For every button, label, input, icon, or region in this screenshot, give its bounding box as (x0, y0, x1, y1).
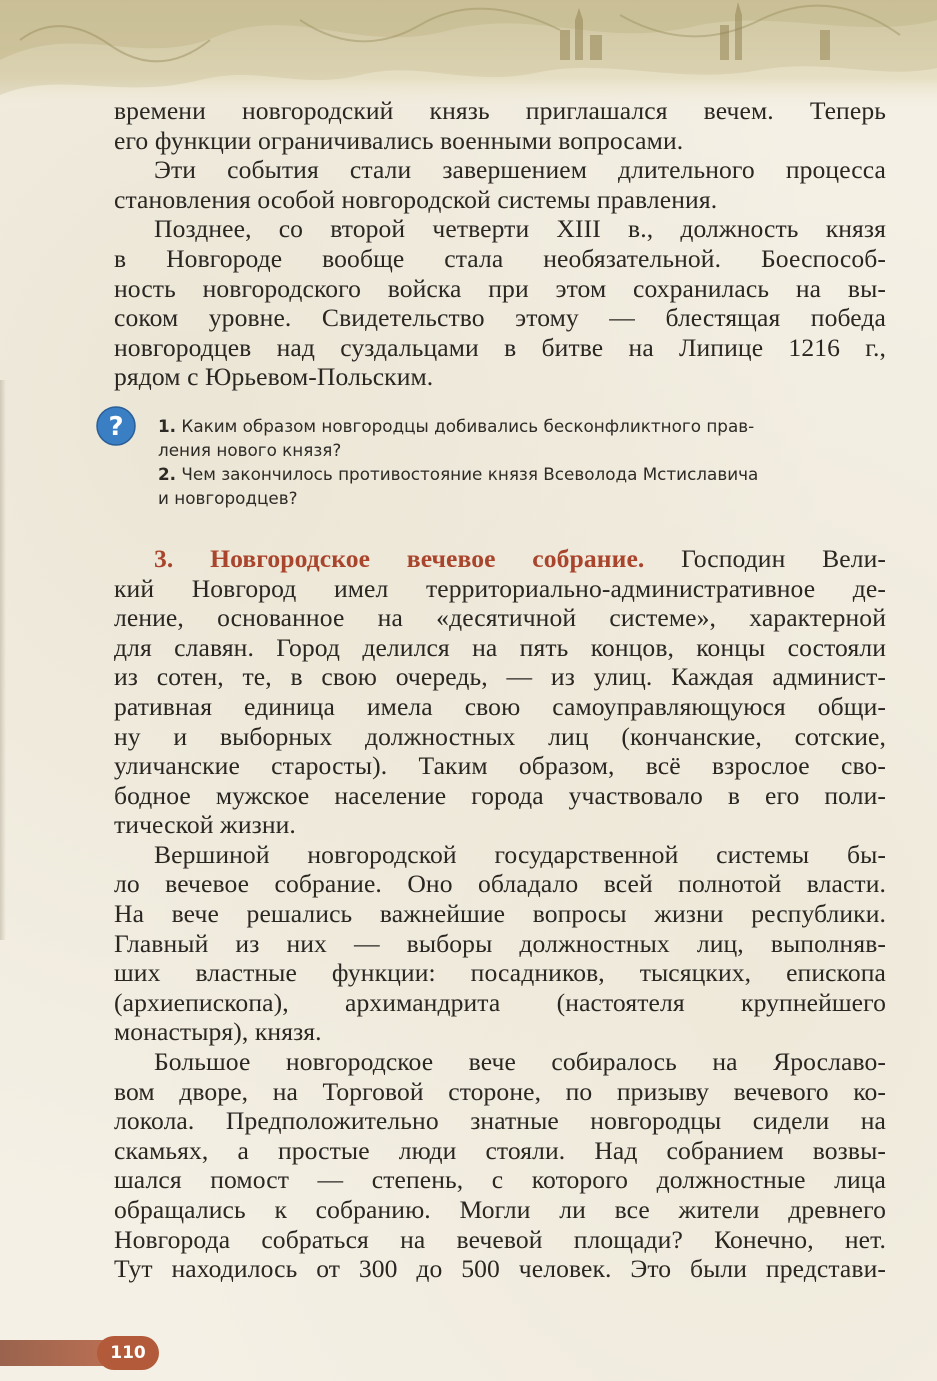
review-questions (108, 411, 886, 510)
text-line: для славян. Город делился на пять концов, концы состояли (114, 632, 886, 662)
text-line: ло вечевое собрание. Оно обладало всей полнотой власти. (114, 869, 886, 899)
text-line: уличанские старосты). Таким образом, всё взрослое сво- (114, 751, 886, 781)
svg-text:?: ? (108, 411, 124, 442)
text-line: монастыря), князя. (114, 1017, 322, 1047)
text-line: скамьях, а простые люди стояли. Над собранием возвы- (114, 1135, 886, 1165)
text-line: соком уровне. Свидетельство этому — блестящая победа (114, 303, 886, 333)
text-line: ление, основанное на «десятичной системе», характерной (114, 603, 886, 633)
text-line: ну и выборных должностных лиц (кончанские, сотские, (114, 721, 886, 751)
section-3 (114, 544, 886, 1284)
question-number: 2. (158, 463, 177, 484)
text-line: Новгорода собраться на вечевой площади? Конечно, нет. (114, 1224, 886, 1254)
text-line: шался помост — степень, с которого должностные лица (114, 1165, 886, 1195)
question-text: Чем закончилось противостояние князя Всеволода Мстиславича (181, 463, 759, 484)
text-line: тической жизни. (114, 810, 296, 840)
text-line: ших властные функции: посадников, тысяцких, епископа (114, 958, 886, 988)
text-line: ративная единица имела свою самоуправляющуюся общи- (114, 691, 886, 721)
text-line: из сотен, те, в свою очередь, — из улиц. Каждая админист- (114, 662, 886, 692)
text-line: обращались к собранию. Могли ли все жители древнего (114, 1195, 886, 1224)
question-1-line: ления нового князя? (158, 439, 342, 460)
question-2-line (158, 462, 886, 486)
text-line: Позднее, со второй четверти XIII в., должность князя (154, 214, 886, 244)
page-number: 110 (97, 1336, 159, 1370)
question-1-line (158, 414, 886, 438)
text-line: Большое новгородское вече собиралось на Ярославо- (154, 1047, 886, 1077)
text-line: На вече решались важнейшие вопросы жизни республики. (114, 899, 886, 929)
text-line: Эти события стали завершением длительного процесса (154, 155, 886, 185)
page-edge-shadow (0, 380, 6, 940)
intro-paragraphs (114, 96, 886, 392)
question-2-line: и новгородцев? (158, 487, 298, 508)
text-line: новгородцев над суздальцами в битве на Липице 1216 г., (114, 332, 886, 362)
text-line: Вершиной новгородской государственной системы бы- (154, 839, 886, 869)
text-line: бодное мужское население города участвовало в его поли- (114, 780, 886, 810)
question-number: 1. (158, 415, 177, 436)
text-line: вом дворе, на Торговой стороне, по призыву вечевого ко- (114, 1076, 886, 1106)
text-line: кий Новгород имел территориально-административное де- (114, 573, 886, 603)
text-line: в Новгороде вообще стала необязательной. Боеспособ- (114, 243, 886, 273)
text-line: его функции ограничивались военными вопросами. (114, 125, 684, 155)
text-line: Главный из них — выборы должностных лиц, выполняв- (114, 928, 886, 958)
text-line: времени новгородский князь приглашался вечем. Теперь (114, 96, 886, 125)
question-mark-icon (96, 406, 136, 446)
section-first-line (114, 544, 886, 574)
text-line: становления особой новгородской системы правления. (114, 184, 718, 214)
text-line: (архиепископа), архимандрита (настоятеля крупнейшего (114, 987, 886, 1017)
page-content (108, 96, 886, 1284)
question-text: Каким образом новгородцы добивались бесконфликтного прав- (181, 415, 755, 436)
text-line: локола. Предположительно знатные новгородцы сидели на (114, 1106, 886, 1136)
text-line: ность новгородского войска при этом сохранилась на вы- (114, 273, 886, 303)
text-line: Тут находилось от 300 до 500 человек. Это были представи- (114, 1254, 886, 1284)
section-heading: 3. Новгородское вечевое собрание. (154, 543, 645, 573)
text-fragment: Господин Вели- (644, 543, 886, 573)
text-line: рядом с Юрьевом-Польским. (114, 362, 434, 392)
